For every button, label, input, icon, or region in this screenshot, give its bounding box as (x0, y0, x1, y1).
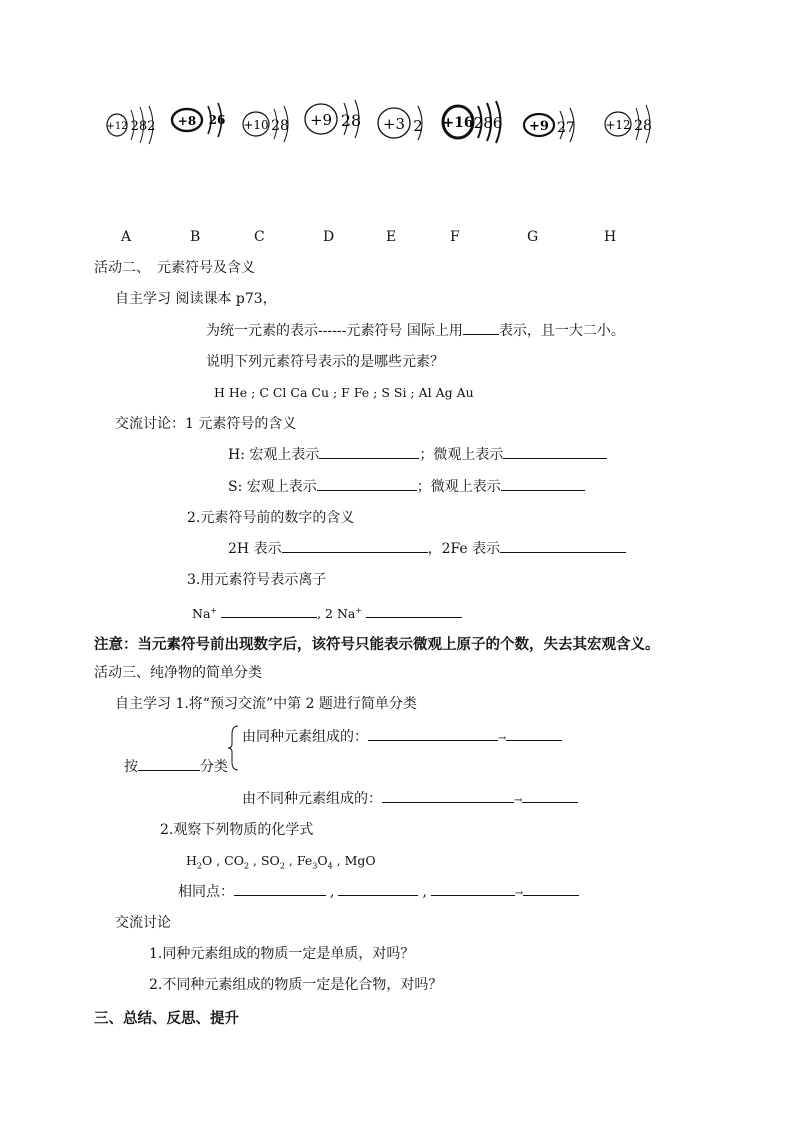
coefficient-line (228, 540, 626, 558)
atom-c-shells: 28 (271, 118, 289, 134)
same-element-label: 由同种元素组成的： (242, 729, 368, 745)
activity3-discussion: 交流讨论 (115, 915, 171, 931)
atom-d-shells: 28 (340, 111, 362, 130)
formula-sub: 2 (279, 861, 285, 871)
formula-part: O , CO (202, 853, 244, 868)
same-element-line (242, 728, 562, 748)
number-meaning-heading: 2.元素符号前的数字的含义 (187, 510, 355, 526)
atom-diagram-h (604, 102, 658, 150)
atom-d-nucleus: +9 (309, 111, 333, 129)
note-text: 注意：当元素符号前出现数字后，该符号只能表示微观上原子的个数，失去其宏观含义。 (94, 636, 660, 653)
h-micro-label: ；微观上表示 (419, 447, 504, 463)
formula-part: , Fe (284, 853, 313, 868)
activity3-self-study: 自主学习 1.将“预习交流”中第 2 题进行简单分类 (115, 696, 417, 712)
common-point-2-blank[interactable] (338, 883, 418, 896)
diff-element-arrow: → (514, 795, 523, 806)
atom-e-shells: 2 (413, 117, 423, 135)
s-macro-label: S: 宏观上表示 (228, 479, 317, 495)
diff-element-label: 由不同种元素组成的： (242, 791, 382, 807)
h-meaning-line (228, 446, 607, 464)
observe-formulas-heading: 2.观察下列物质的化学式 (160, 822, 314, 838)
atom-c-svg (242, 104, 296, 146)
two-na-ion-charge: + (355, 606, 363, 615)
section3-heading: 三、总结、反思、提升 (94, 1010, 239, 1027)
classify-criterion-blank[interactable] (138, 758, 200, 771)
h-macro-blank[interactable] (319, 446, 419, 459)
h-micro-blank[interactable] (503, 446, 607, 459)
diff-element-blank[interactable] (382, 790, 514, 803)
atom-h-svg (604, 102, 658, 146)
atom-g-nucleus: +9 (529, 119, 549, 134)
formula-part: , MgO (332, 853, 376, 868)
common-points-arrow: → (514, 888, 524, 899)
atom-d-svg (305, 99, 365, 143)
formula-part: H (186, 853, 197, 868)
na-ion-blank[interactable] (221, 605, 317, 618)
activity3-heading: 活动三、纯净物的简单分类 (94, 665, 262, 681)
h-macro-label: H: 宏观上表示 (228, 447, 320, 463)
atom-label-d: D (323, 229, 335, 245)
unify-symbol-text-b: 表示，且一大二小。 (498, 323, 625, 339)
common-points-result-blank[interactable] (523, 883, 579, 896)
formula-sub: 4 (327, 861, 333, 871)
two-fe-blank[interactable] (500, 540, 626, 553)
atom-h-nucleus: +12 (605, 118, 631, 132)
common-points-line: 相同点： , , → (178, 883, 579, 903)
same-element-blank[interactable] (368, 728, 498, 741)
activity2-heading: 活动二、 元素符号及含义 (94, 260, 255, 276)
atom-label-g: G (527, 229, 539, 245)
atom-g-shells: 27 (557, 120, 575, 136)
atom-a-shells: 282 (130, 119, 156, 134)
atom-a-nucleus: +12 (106, 121, 128, 132)
atom-e-svg (378, 103, 428, 145)
formula-part: O (317, 853, 328, 868)
two-h-label: 2H 表示 (228, 541, 282, 557)
two-na-ion-blank[interactable] (366, 605, 462, 618)
atom-f-nucleus: +16 (442, 115, 474, 131)
two-na-ion-label: , 2 Na (317, 606, 356, 622)
atom-diagram-a (107, 104, 159, 150)
diff-element-result-blank[interactable] (522, 790, 578, 803)
atom-label-b: B (190, 229, 201, 245)
unify-symbol-line (206, 322, 625, 340)
common-points-label: 相同点： (178, 884, 234, 900)
na-ion-charge: + (210, 606, 218, 615)
two-fe-label: ，2Fe 表示 (427, 541, 501, 557)
atom-f-shells: 286 (473, 114, 503, 132)
s-micro-blank[interactable] (501, 478, 585, 491)
common-point-1-blank[interactable] (234, 883, 326, 896)
atom-diagram-f (442, 100, 508, 150)
atom-label-a: A (121, 229, 132, 245)
formula-sub: 2 (196, 861, 202, 871)
s-macro-blank[interactable] (317, 478, 417, 491)
unify-symbol-text-a: 为统一元素的表示------元素符号 国际上用 (206, 323, 463, 339)
discussion-question-1: 1.同种元素组成的物质一定是单质，对吗？ (149, 946, 415, 962)
atom-f-svg (442, 100, 508, 146)
diff-element-line (242, 790, 578, 810)
element-symbols-list: H He ; C Cl Ca Cu ; F Fe ; S Si ; Al Ag Au (214, 385, 474, 400)
atom-label-f: F (450, 229, 460, 245)
ion-line (192, 603, 462, 622)
atom-b-svg (172, 100, 232, 144)
atom-b-nucleus: +8 (177, 114, 197, 128)
classification-brace (226, 724, 240, 772)
same-element-arrow: → (498, 733, 507, 744)
s-meaning-line (228, 478, 585, 496)
s-micro-label: ；微观上表示 (416, 479, 501, 495)
formula-part: , SO (249, 853, 280, 868)
na-ion-label: Na (192, 606, 211, 622)
ion-heading: 3.用元素符号表示离子 (187, 572, 327, 588)
atom-diagram-d (305, 99, 365, 147)
by-label: 按 (124, 759, 138, 775)
classify-by-line (124, 758, 228, 776)
explain-symbols-question: 说明下列元素符号表示的是哪些元素？ (206, 354, 444, 370)
atom-label-e: E (386, 229, 397, 245)
atom-diagram-e (378, 103, 428, 149)
atom-label-h: H (604, 229, 617, 245)
atom-e-nucleus: +3 (382, 115, 406, 133)
formula-sub: 3 (312, 861, 318, 871)
atom-g-svg (524, 106, 580, 146)
atom-h-shells: 28 (634, 118, 652, 134)
discussion-question-2: 2.不同种元素组成的物质一定是化合物，对吗？ (149, 977, 443, 993)
atom-diagram-g (524, 106, 580, 150)
formula-sub: 2 (243, 861, 250, 871)
same-element-result-blank[interactable] (506, 728, 562, 741)
formulas-line (186, 853, 376, 875)
two-h-blank[interactable] (282, 540, 428, 553)
atom-diagram-b (172, 100, 232, 148)
classify-label: 分类 (200, 759, 228, 775)
atom-label-c: C (254, 229, 265, 245)
unify-symbol-blank[interactable] (463, 322, 499, 335)
activity2-self-study: 自主学习 阅读课本 p73， (115, 291, 277, 307)
atom-b-shells: 26 (208, 113, 226, 127)
atom-diagram-c (242, 104, 296, 150)
discussion-symbol-meaning: 交流讨论：1 元素符号的含义 (115, 416, 297, 432)
common-point-3-blank[interactable] (431, 883, 515, 896)
atom-a-svg (107, 104, 159, 146)
atom-c-nucleus: +10 (243, 118, 269, 132)
